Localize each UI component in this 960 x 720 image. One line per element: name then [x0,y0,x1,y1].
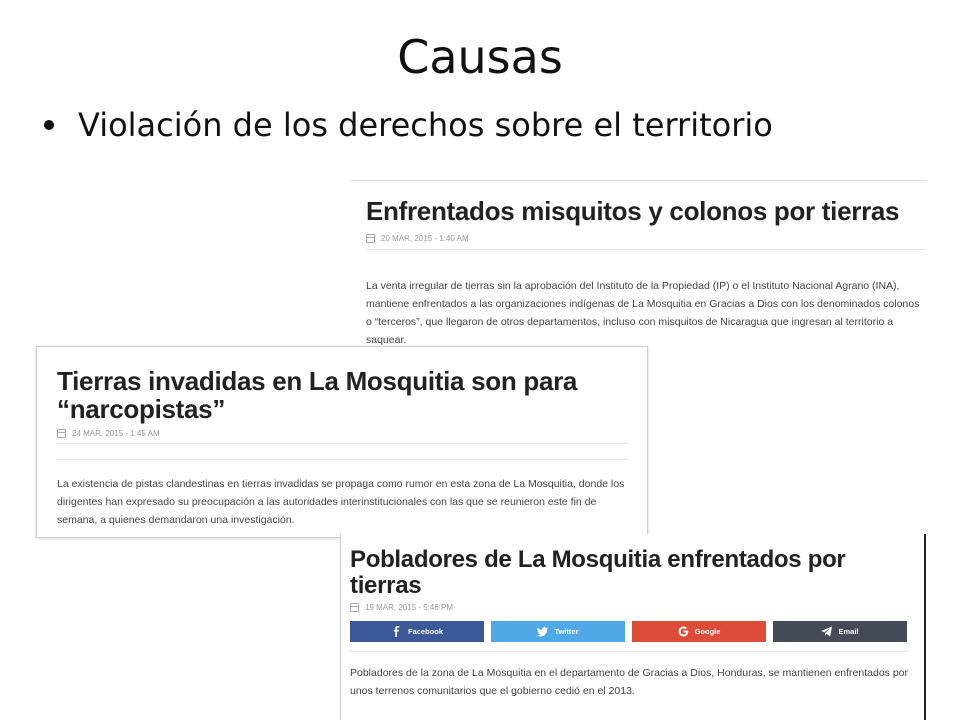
article-2-body: La existencia de pistas clandestinas en tierras invadidas se propaga como rumor en esta zona de La Mosquitia, donde los dirigentes han expresado su preocupación a las autoridades interinstitucionales con las que se reunieron este fin de semana, a quienes demandaron una investigación. [57,478,625,526]
google-icon [678,626,689,637]
article-card-3 [340,534,926,720]
share-twitter-button[interactable] [491,621,625,642]
article-2-meta [57,429,160,438]
facebook-icon [391,626,402,637]
article-3-meta [350,603,453,612]
share-twitter-label: Twitter [554,627,579,636]
article-3-date: 19 MAR, 2015 - 5:46 PM [365,603,454,612]
divider [350,651,908,652]
share-facebook-label: Facebook [407,627,443,636]
calendar-icon [350,603,359,612]
article-2-date: 24 MAR, 2015 - 1:45 AM [72,429,160,438]
slide-title: Causas [397,30,563,84]
calendar-icon [57,429,66,438]
share-buttons [350,621,907,642]
share-google-button[interactable] [632,621,766,642]
article-1-headline[interactable]: Enfrentados misquitos y colonos por tierras [366,196,900,226]
twitter-icon [537,626,548,637]
article-1-meta [366,234,469,243]
share-facebook-button[interactable] [350,621,484,642]
article-2-headline[interactable]: Tierras invadidas en La Mosquitia son para “narcopistas” [57,366,578,425]
bullet-text: Violación de los derechos sobre el territorio [78,106,773,144]
share-google-label: Google [694,627,721,636]
divider [57,443,629,444]
article-3-headline[interactable]: Pobladores de La Mosquitia enfrentados por tierras [350,546,846,599]
share-email-button[interactable] [773,621,907,642]
article-1-body: La venta irregular de tierras sin la aprobación del Instituto de la Propiedad (IP) o el Instituto Nacional Agrario (INA), mantiene enfrentados a las organizaciones indígenas de La Mosquitia en Gracias a Dios con los denominados colonos o “terceros”, que llegaron de otros departamentos, incluso con misquitos de Nicaragua que ingresan al territorio a saquear. [366,280,920,346]
bullet-point [44,106,773,144]
article-card-2 [36,346,648,538]
calendar-icon [366,234,375,243]
divider [366,249,926,250]
paper-plane-icon [821,626,832,637]
bullet-dot-icon [44,120,54,130]
article-3-body: Pobladores de la zona de La Mosquitia en el departamento de Gracias a Dios, Honduras, se mantienen enfrentados por unos terrenos comunitarios que el gobierno cedió en el 2013. [350,667,909,697]
divider [57,459,629,460]
share-email-label: Email [838,627,859,636]
article-1-date: 20 MAR, 2015 - 1:40 AM [381,234,469,243]
article-card-1 [350,180,926,350]
